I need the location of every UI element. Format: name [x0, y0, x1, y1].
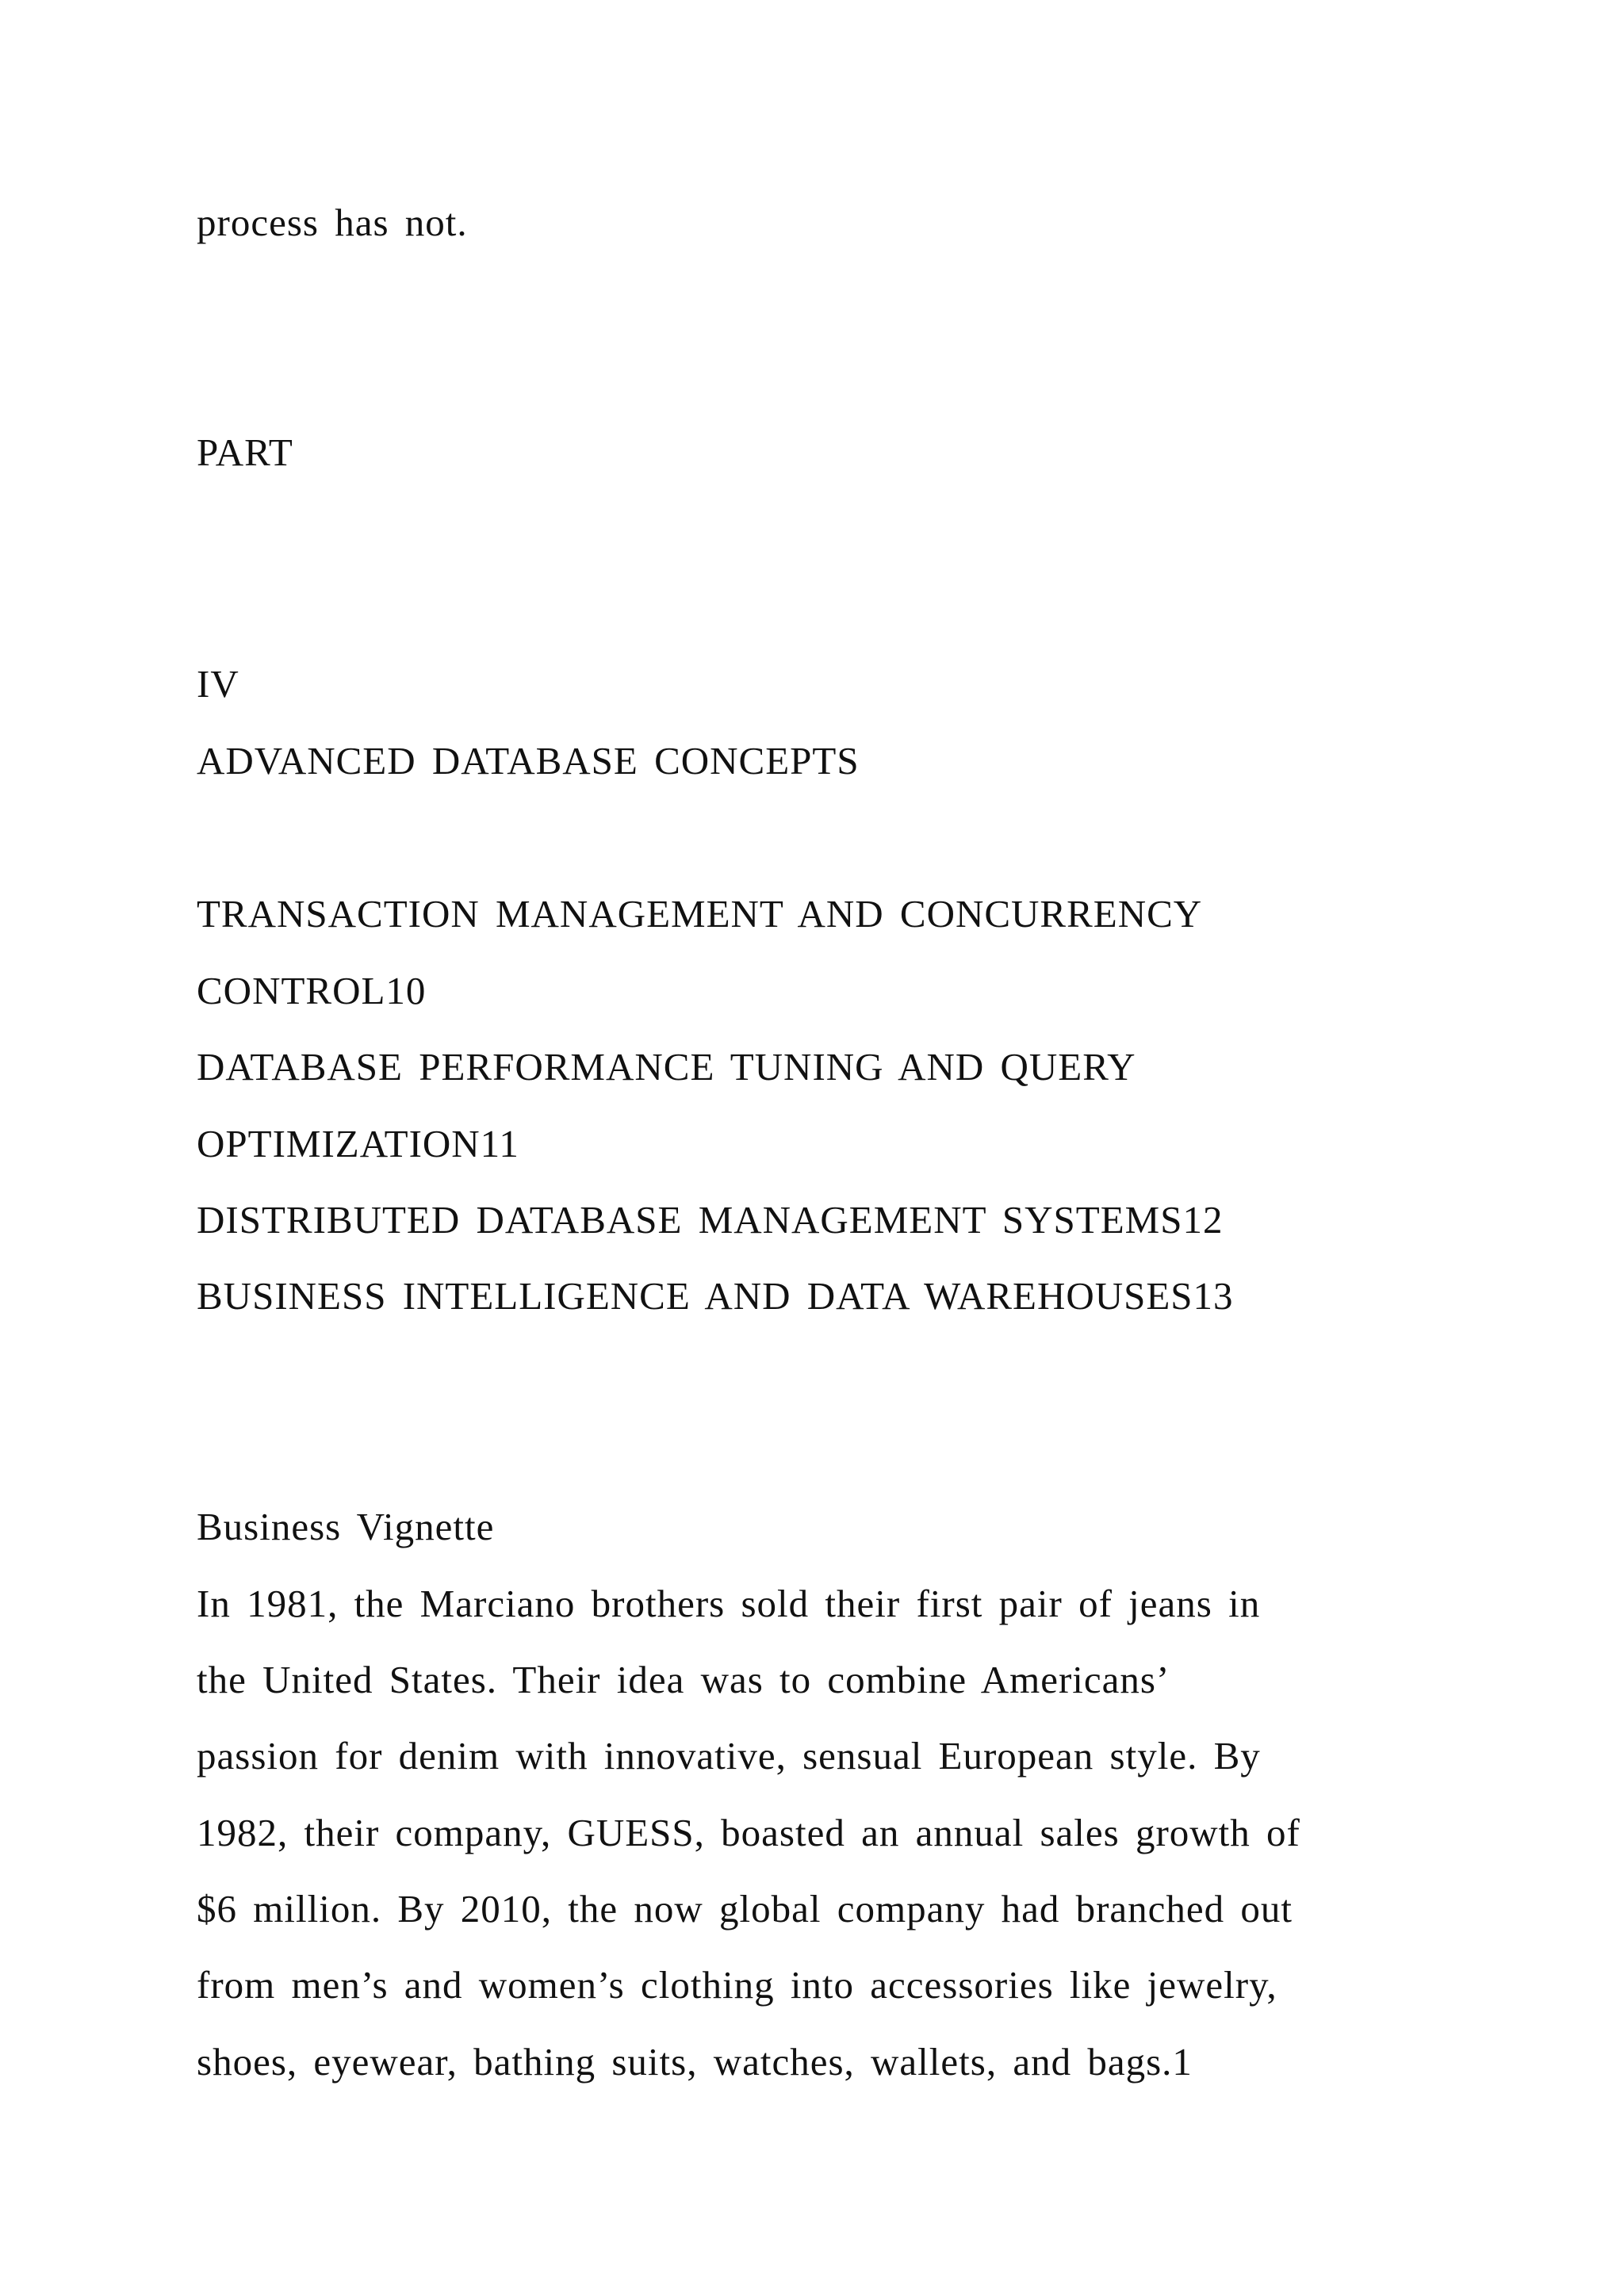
chapter-line: CONTROL10 [197, 969, 427, 1012]
part-title: ADVANCED DATABASE CONCEPTS [197, 739, 860, 783]
part-label: PART [197, 430, 293, 474]
vignette-line: shoes, eyewear, bathing suits, watches, wallets, and bags.1 [197, 2040, 1193, 2084]
vignette-line: In 1981, the Marciano brothers sold their first pair of jeans in [197, 1582, 1261, 1625]
chapter-line: DISTRIBUTED DATABASE MANAGEMENT SYSTEMS12 [197, 1198, 1224, 1242]
vignette-line: 1982, their company, GUESS, boasted an annual sales growth of [197, 1811, 1300, 1854]
vignette-line: from men’s and women’s clothing into accessories like jewelry, [197, 1963, 1277, 2007]
intro-fragment: process has not. [197, 201, 468, 244]
part-number: IV [197, 662, 239, 706]
vignette-line: the United States. Their idea was to combine Americans’ [197, 1658, 1170, 1701]
vignette-line: $6 million. By 2010, the now global company had branched out [197, 1887, 1293, 1931]
vignette-heading: Business Vignette [197, 1505, 495, 1548]
chapter-line: OPTIMIZATION11 [197, 1122, 519, 1165]
vignette-line: passion for denim with innovative, sensual European style. By [197, 1734, 1261, 1777]
chapter-line: BUSINESS INTELLIGENCE AND DATA WAREHOUSES13 [197, 1274, 1234, 1318]
chapter-line: DATABASE PERFORMANCE TUNING AND QUERY [197, 1045, 1136, 1089]
chapter-line: TRANSACTION MANAGEMENT AND CONCURRENCY [197, 892, 1203, 936]
